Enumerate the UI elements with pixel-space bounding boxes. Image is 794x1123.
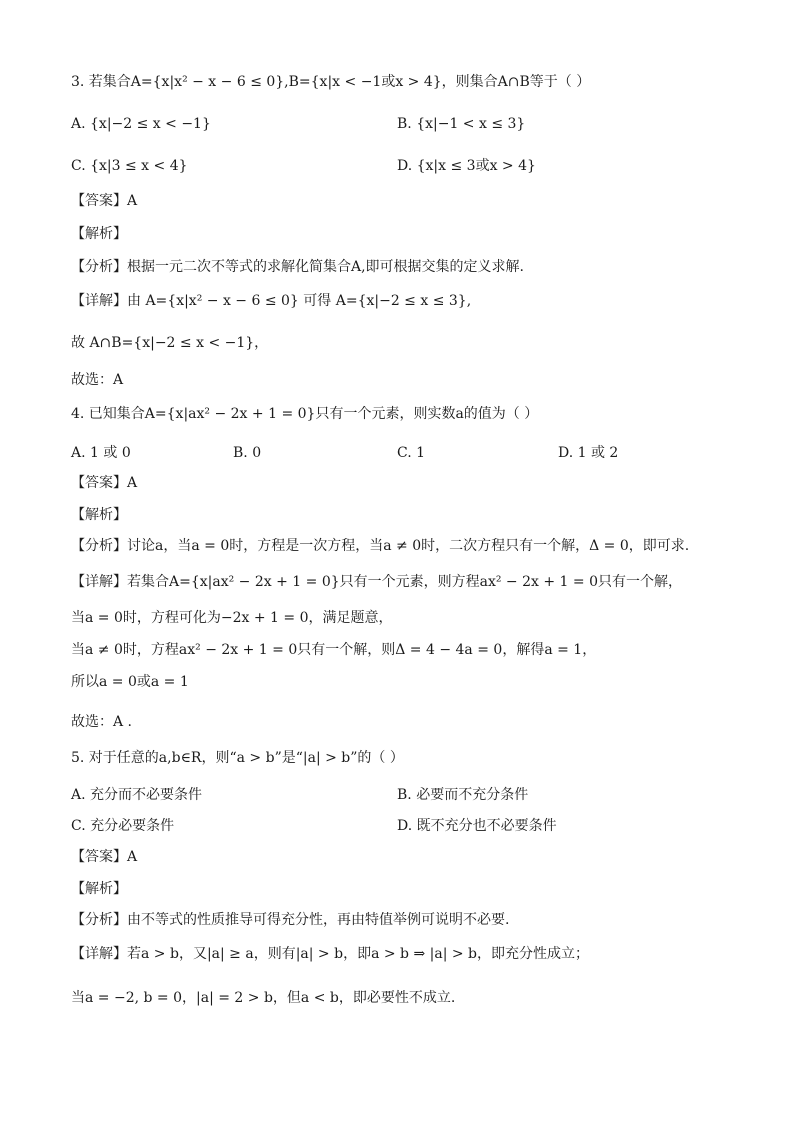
q3-detail-2: 故 A∩B={x|−2 ≤ x < −1}， [71,335,269,351]
q5-option-b: B. 必要而不充分条件 [397,787,529,803]
q3-option-d: D. {x|x ≤ 3或x > 4} [397,158,536,174]
q3-answer: 【答案】A [71,193,138,209]
q5-stem: 5. 对于任意的a,b∈R，则“a > b”是“|a| > b”的（ ） [71,750,404,766]
q3-choice: 故选：A [71,372,124,388]
q4-detail-3: 当a ≠ 0时，方程ax² − 2x + 1 = 0只有一个解，则Δ = 4 − 4a = 0，解得a = 1， [71,642,597,658]
q5-analysis-title: 【解析】 [71,881,127,897]
q3-analysis-title: 【解析】 [71,226,127,242]
q4-answer: 【答案】A [71,475,138,491]
q5-fenxi: 【分析】由不等式的性质推导可得充分性，再由特值举例可说明不必要. [71,912,510,928]
q4-stem: 4. 已知集合A={x|ax² − 2x + 1 = 0}只有一个元素，则实数a的值为（ ） [71,406,539,422]
q5-detail-2: 当a = −2, b = 0，|a| = 2 > b，但a < b，即必要性不成立. [71,990,456,1006]
q4-option-a: A. 1 或 0 [71,445,131,461]
q3-option-a: A. {x|−2 ≤ x < −1} [71,116,211,132]
q4-analysis-title: 【解析】 [71,507,127,523]
q4-option-b: B. 0 [233,445,262,461]
q4-choice: 故选：A . [71,714,133,730]
q5-option-a: A. 充分而不必要条件 [71,787,203,803]
q4-detail-4: 所以a = 0或a = 1 [71,674,189,690]
q5-detail-1: 【详解】若a > b，又|a| ≥ a，则有|a| > b，即a > b ⇒ |a| > b，即充分性成立； [71,946,590,962]
q4-detail-2: 当a = 0时，方程可化为−2x + 1 = 0，满足题意， [71,610,393,626]
q3-detail-1: 【详解】由 A={x|x² − x − 6 ≤ 0} 可得 A={x|−2 ≤ x ≤ 3}, [71,293,472,309]
q5-answer: 【答案】A [71,849,138,865]
q4-fenxi: 【分析】讨论a，当a = 0时，方程是一次方程，当a ≠ 0时，二次方程只有一个解，Δ = 0，即可求. [71,538,690,554]
q3-stem: 3. 若集合A={x|x² − x − 6 ≤ 0},B={x|x < −1或x > 4}，则集合A∩B等于（ ） [71,74,591,90]
q5-option-d: D. 既不充分也不必要条件 [397,818,557,834]
q3-option-c: C. {x|3 ≤ x < 4} [71,158,188,174]
q5-option-c: C. 充分必要条件 [71,818,175,834]
q4-detail-1: 【详解】若集合A={x|ax² − 2x + 1 = 0}只有一个元素，则方程ax² − 2x + 1 = 0只有一个解， [71,574,682,590]
q4-option-d: D. 1 或 2 [558,445,619,461]
q4-option-c: C. 1 [397,445,426,461]
q3-option-b: B. {x|−1 < x ≤ 3} [397,116,526,132]
q3-fenxi: 【分析】根据一元二次不等式的求解化简集合A,即可根据交集的定义求解. [71,259,525,275]
